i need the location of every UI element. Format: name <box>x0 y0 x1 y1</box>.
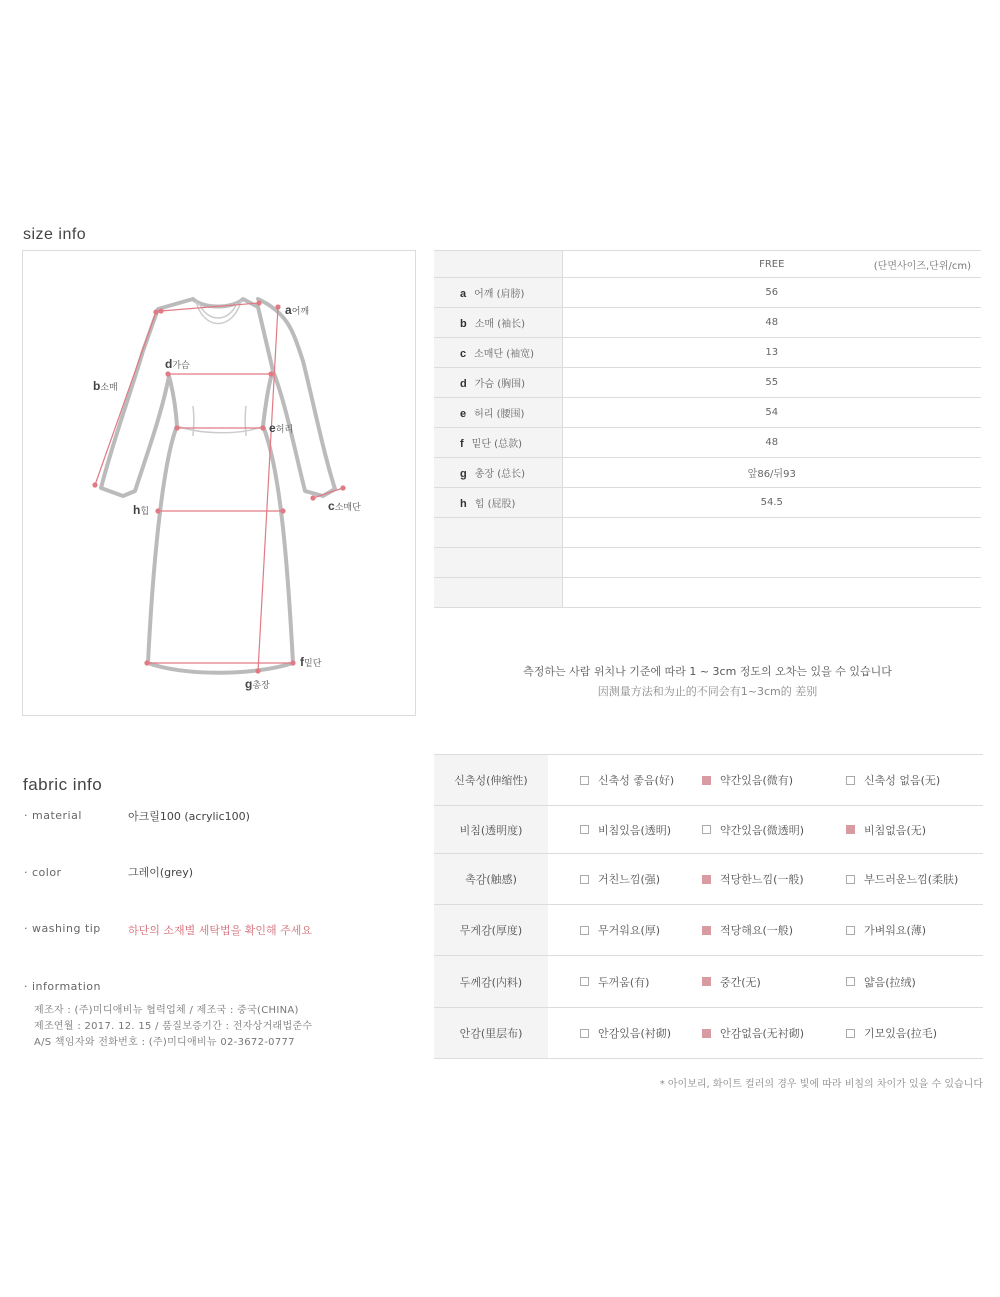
washing-label: · washing tip <box>24 922 101 935</box>
fabric-option <box>580 922 696 938</box>
material-label: · material <box>24 809 82 822</box>
measurement-note-ko: 측정하는 사람 위치나 기준에 따라 1 ~ 3cm 정도의 오차는 있을 수 있습니다 <box>523 665 892 678</box>
unchecked-box-icon <box>846 977 855 986</box>
fabric-row-label: 비침(透明度) <box>434 806 548 854</box>
checked-box-icon <box>702 1029 711 1038</box>
fabric-option <box>580 772 696 788</box>
fabric-option <box>846 974 983 990</box>
fabric-option <box>846 822 983 838</box>
table-row: d 가슴 (胸围) 55 <box>434 368 981 398</box>
unchecked-box-icon <box>702 825 711 834</box>
fabric-row <box>434 854 983 905</box>
table-row <box>434 578 981 608</box>
unchecked-box-icon <box>580 1029 589 1038</box>
diagram-label-f: f밑단 <box>300 655 322 669</box>
fabric-row <box>434 755 983 806</box>
washing-value: 하단의 소재별 세탁법을 확인해 주세요 <box>128 924 313 937</box>
footnote: * 아이보리, 화이트 컬러의 경우 빛에 따라 비침의 차이가 있을 수 있습니다 <box>659 1079 983 1090</box>
fabric-option-label: 부드러운느낌(柔肤) <box>864 873 959 886</box>
fabric-option <box>702 871 832 887</box>
unchecked-box-icon <box>580 776 589 785</box>
fabric-info-title: fabric info <box>23 775 103 794</box>
info-line-1: 제조자 : (주)미디애비뉴 협력업체 / 제조국 : 중국(CHINA) <box>34 1005 299 1016</box>
fabric-option-label: 중간(无) <box>720 975 761 989</box>
fabric-option-label: 무거워요(厚) <box>598 924 661 937</box>
diagram-label-c: c소매단 <box>328 499 361 513</box>
fabric-option <box>846 871 983 887</box>
fabric-option-label: 약간있음(微有) <box>720 774 794 787</box>
checked-box-icon <box>846 825 855 834</box>
size-info-title: size info <box>23 226 87 243</box>
size-table-header <box>434 251 981 278</box>
table-row: g 총장 (总长) 앞86/뒤93 <box>434 458 981 488</box>
fabric-option-label: 안감없음(无衬砌) <box>720 1027 805 1040</box>
fabric-option <box>702 974 832 990</box>
diagram-label-e: e허리 <box>269 421 294 435</box>
table-row: h 힙 (屁股) 54.5 <box>434 488 981 518</box>
table-row: c 소매단 (袖宽) 13 <box>434 338 981 368</box>
fabric-option-label: 얇음(拉绒) <box>864 975 916 989</box>
table-row: a 어깨 (肩膀) 56 <box>434 278 981 308</box>
fabric-row <box>434 806 983 854</box>
fabric-option-label: 두꺼움(有) <box>598 975 650 989</box>
unchecked-box-icon <box>846 875 855 884</box>
measurement-note-zh: 因测量方法和为止的不同会有1~3cm的 差别 <box>597 685 818 698</box>
diagram-label-d: d가슴 <box>165 357 190 371</box>
size-diagram <box>22 250 416 716</box>
unchecked-box-icon <box>580 875 589 884</box>
fabric-option-label: 가벼워요(薄) <box>864 924 927 937</box>
fabric-option <box>580 974 696 990</box>
unchecked-box-icon <box>846 1029 855 1038</box>
fabric-option-label: 비침있음(透明) <box>598 823 672 837</box>
fabric-option <box>580 1025 696 1041</box>
unchecked-box-icon <box>580 926 589 935</box>
information-label: · information <box>24 980 101 993</box>
fabric-option <box>702 822 832 838</box>
fabric-row-label: 촉감(触感) <box>434 854 548 905</box>
fabric-option-label: 신축성 좋음(好) <box>598 774 675 787</box>
fabric-option-label: 비침없음(无) <box>864 823 927 837</box>
info-line-3: A/S 책임자와 전화번호 : (주)미디애비뉴 02-3672-0777 <box>34 1037 295 1048</box>
fabric-option <box>702 922 832 938</box>
unchecked-box-icon <box>846 926 855 935</box>
fabric-option <box>846 772 983 788</box>
checked-box-icon <box>702 776 711 785</box>
fabric-option <box>702 772 832 788</box>
unchecked-box-icon <box>580 977 589 986</box>
size-header: FREE <box>759 258 785 270</box>
table-row: f 밑단 (总款) 48 <box>434 428 981 458</box>
fabric-option-label: 거친느낌(强) <box>598 873 661 886</box>
checked-box-icon <box>702 875 711 884</box>
size-table <box>434 250 981 608</box>
fabric-option <box>702 1025 832 1041</box>
fabric-row <box>434 905 983 956</box>
table-row: b 소매 (袖长) 48 <box>434 308 981 338</box>
checked-box-icon <box>702 926 711 935</box>
fabric-option-label: 기모있음(拉毛) <box>864 1027 938 1040</box>
dress-illustration <box>23 251 415 715</box>
fabric-option <box>846 922 983 938</box>
fabric-row <box>434 1008 983 1059</box>
unit-note: (단면사이즈,단위/cm) <box>873 261 971 272</box>
diagram-label-b: b소매 <box>93 379 118 393</box>
diagram-label-a: a어깨 <box>285 303 310 317</box>
diagram-label-h: h힙 <box>133 503 150 517</box>
fabric-row-label: 신축성(伸缩性) <box>434 755 548 806</box>
table-row: e 허리 (腰围) 54 <box>434 398 981 428</box>
color-value: 그레이(grey) <box>128 866 194 879</box>
material-value: 아크릴100 (acrylic100) <box>128 810 250 823</box>
color-label: · color <box>24 866 62 879</box>
fabric-row-label: 안감(里层布) <box>434 1008 548 1059</box>
fabric-option <box>580 871 696 887</box>
table-row <box>434 548 981 578</box>
unchecked-box-icon <box>846 776 855 785</box>
fabric-option <box>846 1025 983 1041</box>
diagram-label-g: g총장 <box>245 677 270 691</box>
fabric-row <box>434 956 983 1008</box>
unchecked-box-icon <box>580 825 589 834</box>
fabric-option-label: 적당해요(一般) <box>720 924 794 937</box>
fabric-option-label: 안감있음(衬砌) <box>598 1027 672 1040</box>
fabric-option-label: 신축성 없음(无) <box>864 774 941 787</box>
fabric-option <box>580 822 696 838</box>
table-row <box>434 518 981 548</box>
checked-box-icon <box>702 977 711 986</box>
fabric-option-label: 적당한느낌(一般) <box>720 873 804 886</box>
fabric-table <box>434 754 983 1059</box>
info-line-2: 제조연월 : 2017. 12. 15 / 품질보증기간 : 전자상거래법준수 <box>34 1021 313 1032</box>
fabric-row-label: 두께감(内料) <box>434 956 548 1008</box>
fabric-option-label: 약간있음(微透明) <box>720 823 805 837</box>
fabric-row-label: 무게감(厚度) <box>434 905 548 956</box>
